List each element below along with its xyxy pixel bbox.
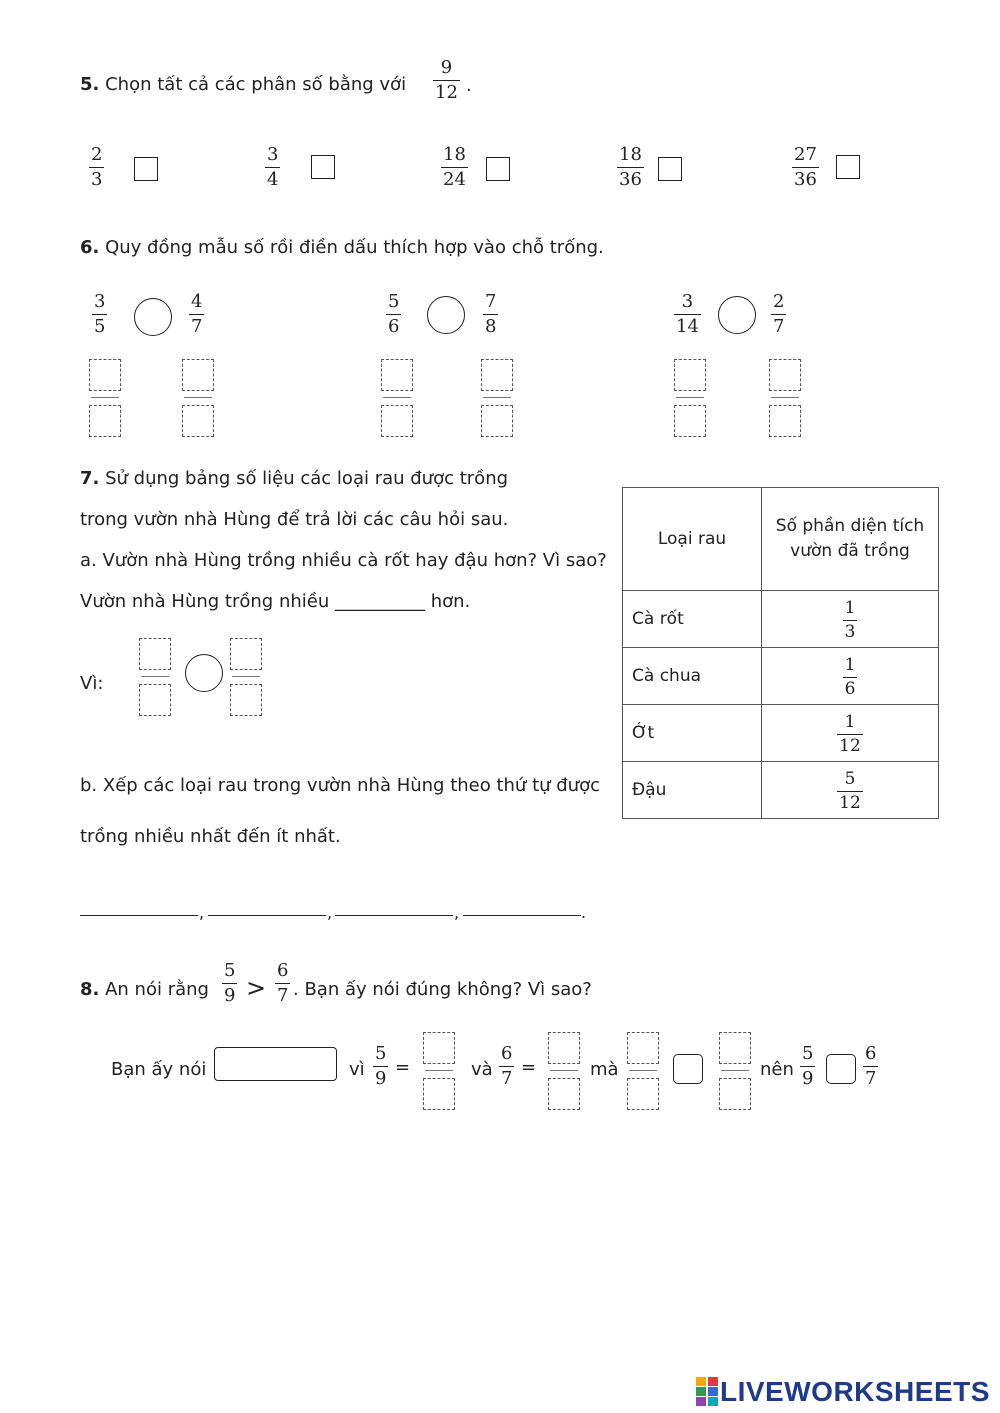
denominator-input-box[interactable] (627, 1078, 659, 1110)
denominator-input-box[interactable] (481, 405, 513, 437)
q6-prompt: 6. Quy đồng mẫu số rồi điền dấu thích hợp vào chỗ trống. (80, 237, 604, 258)
table-row (623, 705, 939, 762)
q7-intro-line2: trong vườn nhà Hùng để trả lời các câu hỏi sau. (80, 509, 509, 530)
because-label: Vì: (80, 673, 104, 694)
numerator-input-box[interactable] (627, 1032, 659, 1064)
equals-sign: = (395, 1057, 411, 1078)
fraction-bar (483, 397, 511, 398)
fraction-bar (91, 397, 119, 398)
q7-answer-a: Vườn nhà Hùng trồng nhiều __________ hơn. (80, 591, 471, 612)
logo-blocks-icon (696, 1377, 720, 1407)
row-fraction-cell (762, 762, 939, 819)
q5-option-fraction: $\frac{18}{24}$ (443, 144, 466, 190)
q8-prompt-suffix: . Bạn ấy nói đúng không? Vì sao? (293, 979, 592, 1000)
q5-target-fraction: $\frac{9}{12}$ (435, 57, 458, 103)
denominator-input-box[interactable] (674, 405, 706, 437)
fraction-6-7: $\frac{6}{7}$ (865, 1043, 877, 1089)
fraction-bar (629, 1070, 657, 1071)
q6-fraction-right: $\frac{2}{7}$ (773, 291, 785, 337)
q5-option-checkbox[interactable] (486, 157, 510, 181)
q6-fraction-left: $\frac{3}{5}$ (94, 291, 106, 337)
q7-question-b-line1: b. Xếp các loại rau trong vườn nhà Hùng theo thứ tự được (80, 775, 600, 796)
q7-question-b-line2: trồng nhiều nhất đến ít nhất. (80, 826, 341, 847)
row-fraction: $\frac{1}{12}$ (839, 711, 861, 756)
q5-option-checkbox[interactable] (134, 157, 158, 181)
compare-sign-circle[interactable] (427, 296, 465, 334)
denominator-input-box[interactable] (423, 1078, 455, 1110)
fraction-5-9: $\frac{5}{9}$ (802, 1043, 814, 1089)
denominator-input-box[interactable] (230, 684, 262, 716)
fraction-bar (721, 1070, 749, 1071)
ma-label: mà (590, 1059, 619, 1080)
compare-sign-circle[interactable] (718, 296, 756, 334)
numerator-input-box[interactable] (548, 1032, 580, 1064)
row-name: Ớt (623, 705, 762, 762)
fraction-bar (184, 397, 212, 398)
greater-than-sign: > (246, 974, 267, 1002)
row-fraction-cell (762, 648, 939, 705)
row-fraction: $\frac{1}{6}$ (844, 654, 856, 699)
table-row (623, 591, 939, 648)
compare-sign-box[interactable] (826, 1054, 856, 1084)
q5-option-checkbox[interactable] (658, 157, 682, 181)
comma: , (454, 903, 460, 922)
numerator-input-box[interactable] (89, 359, 121, 391)
numerator-input-box[interactable] (381, 359, 413, 391)
fraction-bar (771, 397, 799, 398)
q5-period: . (466, 75, 472, 96)
logo-text: LIVEWORKSHEETS (720, 1376, 990, 1407)
denominator-input-box[interactable] (182, 405, 214, 437)
row-name: Đậu (623, 762, 762, 819)
numerator-input-box[interactable] (674, 359, 706, 391)
order-blank[interactable] (80, 915, 198, 916)
numerator-input-box[interactable] (719, 1032, 751, 1064)
nen-label: nên (760, 1059, 794, 1080)
fraction-bar (676, 397, 704, 398)
liveworksheets-logo (696, 1376, 990, 1408)
fraction-bar (383, 397, 411, 398)
compare-sign-circle[interactable] (185, 654, 223, 692)
q5-option-fraction: $\frac{27}{36}$ (794, 144, 817, 190)
table-row (623, 762, 939, 819)
table-header-type: Loại rau (623, 488, 762, 591)
row-fraction: $\frac{1}{3}$ (844, 597, 856, 642)
denominator-input-box[interactable] (719, 1078, 751, 1110)
numerator-input-box[interactable] (230, 638, 262, 670)
row-fraction-cell (762, 591, 939, 648)
fraction-bar (232, 676, 260, 677)
compare-sign-box[interactable] (673, 1054, 703, 1084)
numerator-input-box[interactable] (182, 359, 214, 391)
fraction-6-7: $\frac{6}{7}$ (501, 1043, 513, 1089)
q6-fraction-left: $\frac{5}{6}$ (388, 291, 400, 337)
comma: , (327, 903, 333, 922)
denominator-input-box[interactable] (381, 405, 413, 437)
q5-option-fraction: $\frac{2}{3}$ (91, 144, 103, 190)
fraction-bar (550, 1070, 578, 1071)
vegetable-table (622, 487, 939, 819)
q7-question-a: a. Vườn nhà Hùng trồng nhiều cà rốt hay đậu hơn? Vì sao? (80, 550, 607, 571)
order-blank[interactable] (208, 915, 326, 916)
numerator-input-box[interactable] (139, 638, 171, 670)
q8-prompt-prefix: 8. An nói rằng (80, 979, 209, 1000)
answer-label: Bạn ấy nói (111, 1059, 207, 1080)
compare-sign-circle[interactable] (134, 298, 172, 336)
q6-fraction-right: $\frac{4}{7}$ (191, 291, 203, 337)
denominator-input-box[interactable] (548, 1078, 580, 1110)
row-fraction-cell (762, 705, 939, 762)
q5-option-fraction: $\frac{18}{36}$ (619, 144, 642, 190)
q7-intro-line1: 7. Sử dụng bảng số liệu các loại rau được trồng (80, 468, 509, 489)
table-header-area: Số phần diện tích vườn đã trồng (762, 488, 939, 591)
equals-sign: = (521, 1057, 537, 1078)
fraction-bar (425, 1070, 453, 1071)
q6-fraction-left: $\frac{3}{14}$ (676, 291, 699, 337)
row-fraction: $\frac{5}{12}$ (839, 768, 861, 813)
order-blank[interactable] (335, 915, 453, 916)
denominator-input-box[interactable] (139, 684, 171, 716)
numerator-input-box[interactable] (423, 1032, 455, 1064)
numerator-input-box[interactable] (481, 359, 513, 391)
q8-claim-fraction-a: $\frac{5}{9}$ (224, 960, 236, 1006)
fraction-bar (141, 676, 169, 677)
q8-claim-fraction-b: $\frac{6}{7}$ (277, 960, 289, 1006)
table-row (623, 648, 939, 705)
denominator-input-box[interactable] (769, 405, 801, 437)
q6-fraction-right: $\frac{7}{8}$ (485, 291, 497, 337)
answer-input-box[interactable] (214, 1047, 337, 1081)
q5-prompt: 5. Chọn tất cả các phân số bằng với (80, 74, 407, 95)
va-label: và (471, 1059, 493, 1080)
q5-option-checkbox[interactable] (311, 155, 335, 179)
denominator-input-box[interactable] (89, 405, 121, 437)
vi-label: vì (349, 1059, 365, 1080)
row-name: Cà rốt (623, 591, 762, 648)
q5-option-checkbox[interactable] (836, 155, 860, 179)
numerator-input-box[interactable] (769, 359, 801, 391)
row-name: Cà chua (623, 648, 762, 705)
period: . (581, 903, 587, 922)
fraction-5-9: $\frac{5}{9}$ (375, 1043, 387, 1089)
answer-blank[interactable]: __________ (335, 591, 425, 612)
comma: , (199, 903, 205, 922)
q5-option-fraction: $\frac{3}{4}$ (267, 144, 279, 190)
order-blank[interactable] (463, 915, 581, 916)
